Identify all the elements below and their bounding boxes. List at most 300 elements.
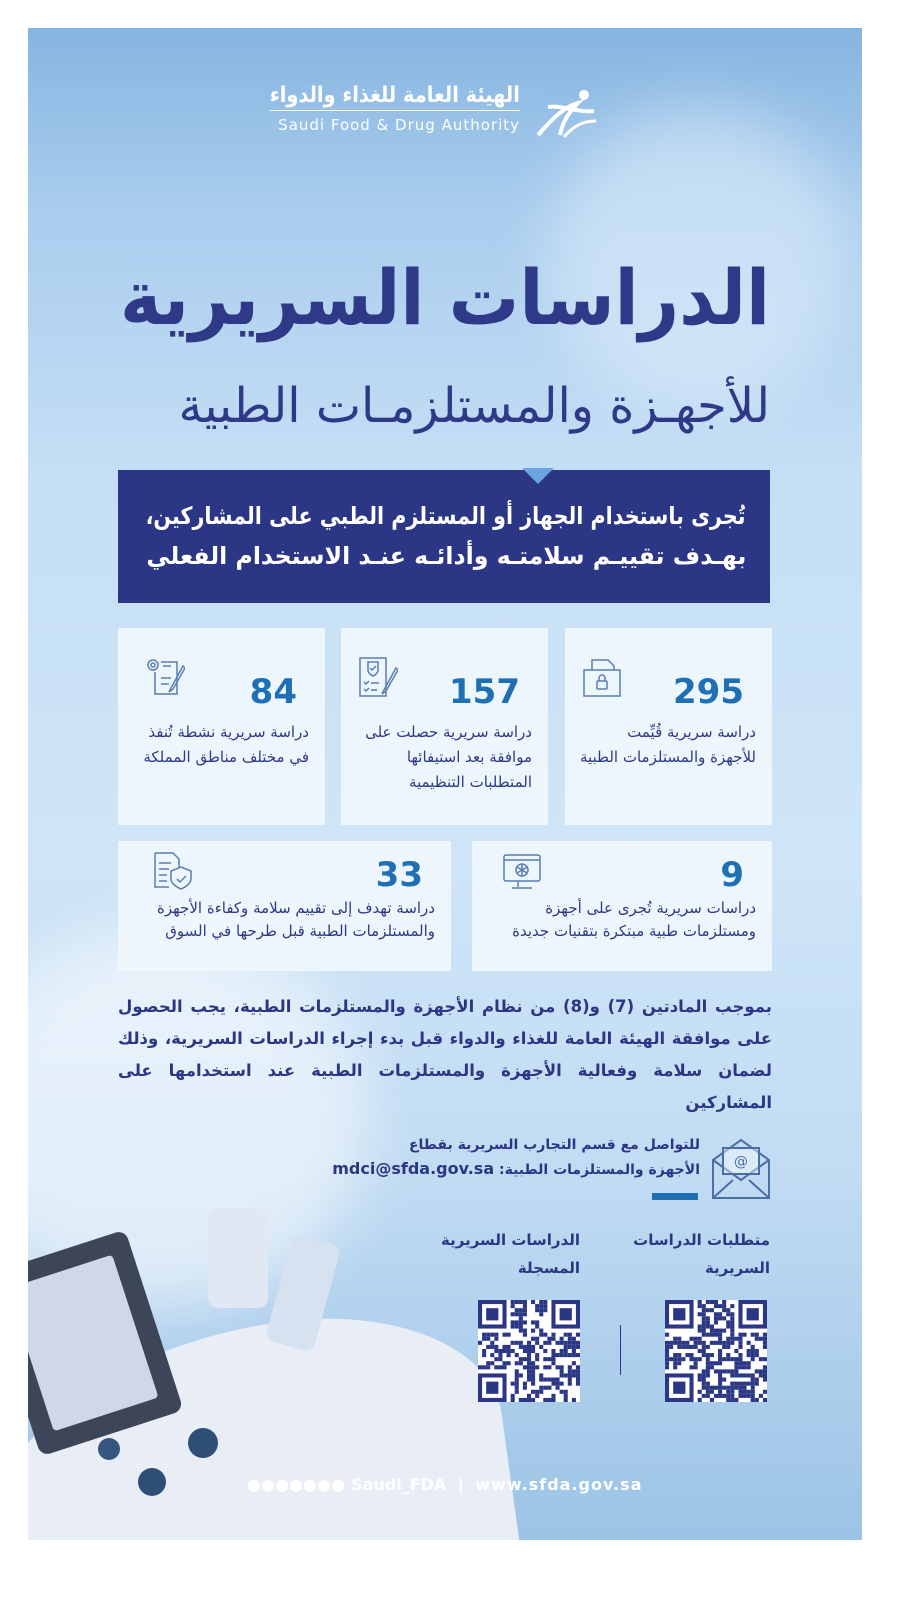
qr-module xyxy=(535,1337,539,1341)
qr-module xyxy=(572,1337,576,1341)
qr-module xyxy=(751,1390,755,1394)
qr-module xyxy=(743,1386,747,1390)
qr-module xyxy=(689,1365,693,1369)
qr-module xyxy=(710,1386,714,1390)
qr-module xyxy=(515,1353,519,1357)
qr-module xyxy=(568,1337,572,1341)
qr-module xyxy=(714,1316,718,1320)
email-envelope-icon xyxy=(711,1138,771,1200)
qr-module xyxy=(706,1382,710,1386)
qr-module xyxy=(718,1329,722,1333)
qr-module xyxy=(515,1308,519,1312)
qr-module xyxy=(531,1382,535,1386)
qr-module xyxy=(718,1312,722,1316)
qr-module xyxy=(689,1357,693,1361)
qr-module xyxy=(734,1337,738,1341)
contact-email-link[interactable]: mdci@sfda.gov.sa xyxy=(332,1159,495,1178)
qr-module xyxy=(759,1369,763,1373)
qr-module xyxy=(560,1337,564,1341)
qr-module xyxy=(511,1312,515,1316)
qr-module xyxy=(706,1353,710,1357)
qr-module xyxy=(665,1365,669,1369)
qr-module xyxy=(527,1357,531,1361)
qr-module xyxy=(763,1341,767,1345)
qr-module xyxy=(568,1333,572,1337)
qr-module xyxy=(738,1333,742,1337)
qr-module xyxy=(665,1345,669,1349)
qr-module xyxy=(718,1357,722,1361)
qr-module xyxy=(560,1382,564,1386)
qr-module xyxy=(568,1345,572,1349)
main-title: الدراسات السريرية xyxy=(120,253,770,342)
threads-icon[interactable] xyxy=(318,1480,330,1492)
social-icons xyxy=(247,1475,351,1494)
qr-module xyxy=(738,1357,742,1361)
qr-module xyxy=(702,1320,706,1324)
qr-module xyxy=(560,1365,564,1369)
qr-module xyxy=(523,1345,527,1349)
qr-module xyxy=(576,1345,580,1349)
qr-module xyxy=(560,1341,564,1345)
qr-module xyxy=(726,1312,730,1316)
shield-document-icon xyxy=(153,851,193,891)
instagram-icon[interactable] xyxy=(276,1480,288,1492)
qr-module xyxy=(576,1341,580,1345)
qr-module xyxy=(702,1349,706,1353)
qr-module xyxy=(547,1341,551,1345)
qr-module xyxy=(718,1341,722,1345)
qr-module xyxy=(531,1349,535,1353)
qr-module xyxy=(539,1308,543,1312)
qr-module xyxy=(698,1337,702,1341)
qr-module xyxy=(531,1373,535,1377)
qr-module xyxy=(710,1361,714,1365)
qr-module xyxy=(706,1333,710,1337)
qr-module xyxy=(551,1353,555,1357)
qr-module xyxy=(694,1365,698,1369)
qr-module xyxy=(519,1300,523,1304)
banner-line-1: تُجرى باستخدام الجهاز أو المستلزم الطبي على المشاركين، xyxy=(146,502,746,530)
qr-module xyxy=(681,1357,685,1361)
main-title-wrap xyxy=(120,253,770,342)
qr-module xyxy=(718,1373,722,1377)
qr-module xyxy=(726,1345,730,1349)
svg-text:@: @ xyxy=(734,1154,748,1170)
qr-module xyxy=(722,1308,726,1312)
qr-module xyxy=(531,1398,535,1402)
qr-module xyxy=(486,1361,490,1365)
qr-module xyxy=(556,1386,560,1390)
qr-module xyxy=(527,1341,531,1345)
qr-module xyxy=(486,1365,490,1369)
qr-module xyxy=(539,1333,543,1337)
qr-module xyxy=(730,1312,734,1316)
qr-module xyxy=(751,1394,755,1398)
qr-module xyxy=(685,1341,689,1345)
qr-module xyxy=(706,1316,710,1320)
qr-module xyxy=(718,1369,722,1373)
qr-module xyxy=(710,1329,714,1333)
youtube-icon[interactable] xyxy=(290,1480,302,1492)
qr-module xyxy=(669,1341,673,1345)
qr-module xyxy=(738,1394,742,1398)
qr-module xyxy=(539,1373,543,1377)
qr-module xyxy=(515,1341,519,1345)
qr-module xyxy=(531,1300,535,1304)
qr-module xyxy=(706,1386,710,1390)
qr-module xyxy=(710,1365,714,1369)
sfda-logo xyxy=(258,83,638,143)
qr-code-registered[interactable] xyxy=(478,1300,580,1402)
qr-module xyxy=(726,1394,730,1398)
qr-module xyxy=(527,1373,531,1377)
qr-module xyxy=(763,1333,767,1337)
qr-module xyxy=(494,1365,498,1369)
qr-module xyxy=(665,1341,669,1345)
qr-module xyxy=(694,1361,698,1365)
qr-module xyxy=(564,1349,568,1353)
qr-module xyxy=(726,1353,730,1357)
stat-card-premarket xyxy=(118,841,451,971)
logo-english-text: Saudi Food & Drug Authority xyxy=(278,116,520,134)
qr-module xyxy=(519,1361,523,1365)
qr-module xyxy=(556,1382,560,1386)
qr-module xyxy=(702,1386,706,1390)
stat-value: 295 xyxy=(673,672,744,712)
qr-module xyxy=(535,1308,539,1312)
qr-module xyxy=(535,1353,539,1357)
qr-divider xyxy=(620,1325,621,1375)
qr-module xyxy=(531,1345,535,1349)
qr-module xyxy=(486,1337,490,1341)
qr-module xyxy=(665,1353,669,1357)
qr-module xyxy=(539,1345,543,1349)
qr-module xyxy=(519,1324,523,1328)
qr-module xyxy=(519,1316,523,1320)
qr-module xyxy=(568,1369,572,1373)
qr-module xyxy=(539,1329,543,1333)
qr-module xyxy=(718,1349,722,1353)
qr-module xyxy=(763,1345,767,1349)
qr-module xyxy=(511,1398,515,1402)
qr-module xyxy=(751,1333,755,1337)
qr-module xyxy=(535,1304,539,1308)
qr-module xyxy=(551,1349,555,1353)
qr-module xyxy=(519,1373,523,1377)
qr-module xyxy=(511,1382,515,1386)
qr-module xyxy=(551,1333,555,1337)
qr-module xyxy=(698,1304,702,1308)
qr-module xyxy=(523,1329,527,1333)
qr-module xyxy=(706,1369,710,1373)
social-handle[interactable]: Saudi_FDA xyxy=(351,1475,447,1494)
qr-module xyxy=(511,1324,515,1328)
qr-module xyxy=(718,1382,722,1386)
qr-module xyxy=(478,1341,482,1345)
qr-module xyxy=(702,1304,706,1308)
qr-module xyxy=(543,1304,547,1308)
qr-module xyxy=(523,1365,527,1369)
qr-module xyxy=(726,1337,730,1341)
qr-module xyxy=(702,1394,706,1398)
qr-module xyxy=(763,1369,767,1373)
qr-module xyxy=(751,1382,755,1386)
qr-module xyxy=(726,1369,730,1373)
qr-module xyxy=(710,1333,714,1337)
qr-module xyxy=(677,1337,681,1341)
stat-value: 33 xyxy=(375,855,423,895)
qr-module xyxy=(669,1357,673,1361)
qr-module xyxy=(730,1373,734,1377)
qr-module xyxy=(714,1361,718,1365)
x-icon[interactable] xyxy=(248,1480,260,1492)
footer-separator: | xyxy=(457,1475,464,1494)
qr-module xyxy=(710,1300,714,1304)
qr-module xyxy=(751,1398,755,1402)
qr-module xyxy=(564,1390,568,1394)
qr-module xyxy=(539,1378,543,1382)
qr-module xyxy=(490,1353,494,1357)
qr-module xyxy=(665,1349,669,1353)
qr-module xyxy=(734,1382,738,1386)
qr-module xyxy=(673,1365,677,1369)
qr-module xyxy=(568,1365,572,1369)
qr-module xyxy=(519,1398,523,1402)
qr-module xyxy=(547,1386,551,1390)
qr-module xyxy=(673,1357,677,1361)
qr-module xyxy=(698,1312,702,1316)
qr-module xyxy=(722,1369,726,1373)
qr-module xyxy=(722,1304,726,1308)
qr-module xyxy=(539,1304,543,1308)
footer xyxy=(28,1475,862,1494)
qr-module xyxy=(702,1341,706,1345)
qr-module xyxy=(722,1378,726,1382)
qr-module xyxy=(694,1345,698,1349)
qr-module xyxy=(706,1324,710,1328)
qr-module xyxy=(669,1345,673,1349)
qr-module xyxy=(714,1394,718,1398)
qr-module xyxy=(543,1357,547,1361)
qr-module xyxy=(494,1357,498,1361)
qr-module xyxy=(535,1320,539,1324)
qr-module xyxy=(665,1357,669,1361)
qr-module xyxy=(726,1357,730,1361)
stat-card-evaluated xyxy=(565,628,772,825)
qr-module xyxy=(689,1345,693,1349)
qr-module xyxy=(722,1341,726,1345)
qr-finder xyxy=(673,1382,685,1394)
qr-module xyxy=(698,1324,702,1328)
qr-module xyxy=(685,1353,689,1357)
qr-module xyxy=(515,1373,519,1377)
qr-module xyxy=(531,1378,535,1382)
qr-module xyxy=(694,1357,698,1361)
qr-module xyxy=(702,1378,706,1382)
qr-module xyxy=(702,1369,706,1373)
qr-module xyxy=(539,1386,543,1390)
qr-module xyxy=(535,1390,539,1394)
qr-module xyxy=(490,1345,494,1349)
qr-module xyxy=(714,1369,718,1373)
qr-module xyxy=(543,1308,547,1312)
qr-module xyxy=(564,1373,568,1377)
stat-card-innovative xyxy=(472,841,772,971)
qr-module xyxy=(722,1345,726,1349)
qr-module xyxy=(702,1329,706,1333)
qr-module xyxy=(677,1345,681,1349)
qr-module xyxy=(523,1300,527,1304)
qr-module xyxy=(527,1378,531,1382)
qr-module xyxy=(511,1300,515,1304)
facebook-icon[interactable] xyxy=(304,1480,316,1492)
qr-finder xyxy=(747,1308,759,1320)
qr-module xyxy=(531,1390,535,1394)
qr-module xyxy=(519,1357,523,1361)
qr-module xyxy=(523,1304,527,1308)
stat-card-active xyxy=(118,628,325,825)
qr-module xyxy=(747,1353,751,1357)
qr-module xyxy=(730,1341,734,1345)
qr-module xyxy=(718,1337,722,1341)
qr-module xyxy=(730,1357,734,1361)
qr-module xyxy=(685,1345,689,1349)
qr-module xyxy=(722,1357,726,1361)
qr-module xyxy=(498,1365,502,1369)
qr-module xyxy=(738,1345,742,1349)
qr-module xyxy=(734,1373,738,1377)
qr-module xyxy=(543,1333,547,1337)
qr-module xyxy=(494,1349,498,1353)
qr-module xyxy=(726,1308,730,1312)
gear-document-icon xyxy=(145,656,185,698)
qr-module xyxy=(747,1365,751,1369)
qr-module xyxy=(718,1378,722,1382)
qr-module xyxy=(698,1373,702,1377)
qr-module xyxy=(564,1394,568,1398)
qr-module xyxy=(511,1320,515,1324)
qr-module xyxy=(531,1320,535,1324)
stat-value: 157 xyxy=(449,672,520,712)
qr-module xyxy=(547,1378,551,1382)
qr-module xyxy=(547,1337,551,1341)
qr-module xyxy=(710,1398,714,1402)
qr-module xyxy=(751,1349,755,1353)
qr-module xyxy=(726,1386,730,1390)
qr-module xyxy=(714,1329,718,1333)
qr-module xyxy=(482,1349,486,1353)
qr-module xyxy=(568,1341,572,1345)
qr-module xyxy=(714,1304,718,1308)
accent-bar xyxy=(652,1193,698,1200)
qr-module xyxy=(706,1300,710,1304)
qr-module xyxy=(743,1361,747,1365)
qr-module xyxy=(564,1345,568,1349)
qr-module xyxy=(523,1312,527,1316)
qr-module xyxy=(515,1378,519,1382)
qr-module xyxy=(722,1394,726,1398)
qr-module xyxy=(730,1369,734,1373)
qr-module xyxy=(714,1333,718,1337)
qr-module xyxy=(515,1390,519,1394)
qr-module xyxy=(556,1365,560,1369)
qr-module xyxy=(531,1365,535,1369)
contact-info xyxy=(280,1133,700,1182)
qr-module xyxy=(507,1353,511,1357)
qr-module xyxy=(515,1320,519,1324)
qr-module xyxy=(755,1382,759,1386)
qr-module xyxy=(502,1345,506,1349)
qr-module xyxy=(519,1341,523,1345)
qr-module xyxy=(572,1349,576,1353)
qr-module xyxy=(564,1353,568,1357)
qr-module xyxy=(730,1394,734,1398)
qr-module xyxy=(576,1353,580,1357)
qr-module xyxy=(535,1394,539,1398)
qr-module xyxy=(677,1353,681,1357)
qr-module xyxy=(576,1382,580,1386)
qr-module xyxy=(734,1398,738,1402)
qr-module xyxy=(515,1361,519,1365)
qr-module xyxy=(527,1353,531,1357)
qr-module xyxy=(694,1341,698,1345)
qr-module xyxy=(730,1382,734,1386)
qr-module xyxy=(706,1365,710,1369)
qr-module xyxy=(706,1320,710,1324)
qr-module xyxy=(551,1382,555,1386)
qr-module xyxy=(751,1378,755,1382)
tiktok-icon[interactable] xyxy=(332,1480,344,1492)
qr-module xyxy=(755,1369,759,1373)
qr-module xyxy=(730,1386,734,1390)
qr-module xyxy=(515,1369,519,1373)
qr-module xyxy=(535,1341,539,1345)
qr-module xyxy=(751,1386,755,1390)
qr-module xyxy=(755,1378,759,1382)
snapchat-icon[interactable] xyxy=(262,1480,274,1492)
qr-code-requirements[interactable] xyxy=(665,1300,767,1402)
qr-module xyxy=(543,1300,547,1304)
stat-description: دراسة سريرية نشطة تُنفذ في مختلف مناطق المملكة xyxy=(143,723,309,766)
qr-label-line: المسجلة xyxy=(517,1259,580,1277)
qr-module xyxy=(527,1345,531,1349)
qr-module xyxy=(734,1365,738,1369)
qr-module xyxy=(698,1357,702,1361)
qr-module xyxy=(502,1349,506,1353)
qr-module xyxy=(702,1373,706,1377)
qr-module xyxy=(738,1365,742,1369)
qr-module xyxy=(576,1333,580,1337)
sfda-logo-mark-icon xyxy=(534,87,598,139)
qr-module xyxy=(543,1378,547,1382)
qr-module xyxy=(743,1382,747,1386)
qr-module xyxy=(551,1378,555,1382)
qr-module xyxy=(535,1324,539,1328)
qr-module xyxy=(494,1333,498,1337)
qr-module xyxy=(560,1369,564,1373)
qr-module xyxy=(698,1349,702,1353)
stat-description: دراسة سريرية حصلت على موافقة بعد استيفائها المتطلبات التنظيمية xyxy=(365,723,532,791)
qr-module xyxy=(556,1378,560,1382)
qr-module xyxy=(755,1337,759,1341)
qr-module xyxy=(576,1365,580,1369)
qr-module xyxy=(738,1382,742,1386)
qr-module xyxy=(511,1394,515,1398)
qr-module xyxy=(531,1329,535,1333)
logo-arabic-text: الهيئة العامة للغذاء والدواء xyxy=(270,83,520,111)
website-link[interactable]: www.sfda.gov.sa xyxy=(475,1475,643,1494)
qr-module xyxy=(738,1337,742,1341)
